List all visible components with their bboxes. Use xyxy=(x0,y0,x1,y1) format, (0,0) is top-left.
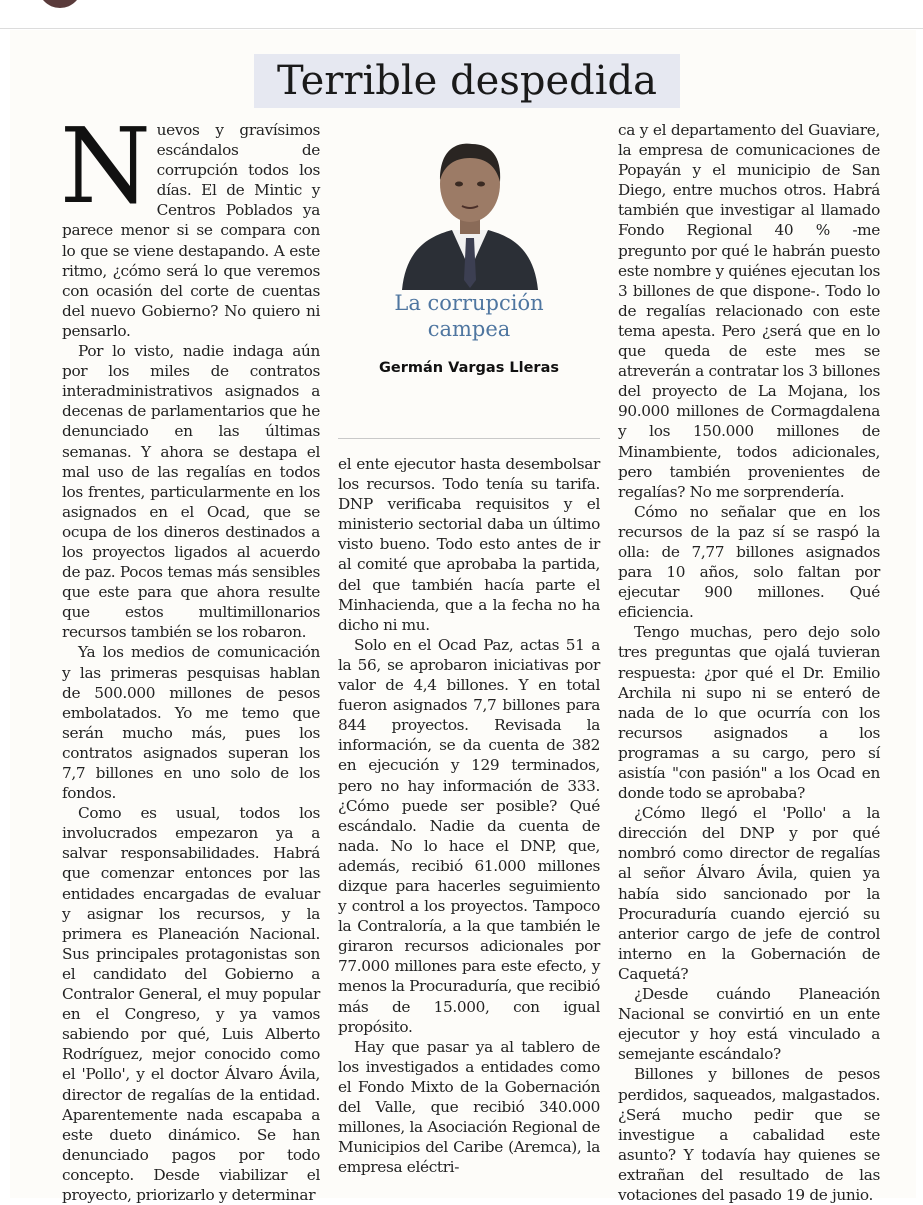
drop-cap: N xyxy=(60,105,151,227)
paragraph: ¿Desde cuándo Planeación Nacional se convirtió en un ente ejecutor y hoy está vinculado a semejante escándalo? xyxy=(618,985,880,1064)
paragraph: Solo en el Ocad Paz, actas 51 a la 56, se aprobaron iniciativas por valor de 4,4 billones. Y en total fueron asignados 7,7 billones para 844 proyectos. Revisada la información, se da cuenta de 382 en ejecución y 129 terminados, pero no hay información de 333. ¿Cómo puede ser posible? Qué escándalo. Nadie da cuenta de nada. No lo hace el DNP, que, además, recibió 61.000 millones dizque para hacerles seguimiento y control a los proyectos. Tampoco la Contraloría, a la que también le giraron recursos adicionales por 77.000 millones para este efecto, y menos la Procuraduría, que recibió más de 15.000, con igual propósito. xyxy=(338,635,600,1036)
article-title: Terrible despedida xyxy=(254,54,680,108)
column-headline: La corrupción campea xyxy=(394,291,544,341)
divider xyxy=(338,438,600,439)
paragraph: ca y el departamento del Guaviare, la empresa de comunicaciones de Popayán y el municipio de San Diego, entre muchos otros. Habrá también que investigar al llamado Fondo Regional 40 % -me pregunto por qué le habrán puesto este nombre y quiénes ejecutan los 3 billones de que dispone-. Todo lo de regalías relacionado con este tema apesta. Pero ¿será que en lo que queda de este mes se atreverán a contratar los 3 billones del proyecto de La Mojana, los 90.000 millones de Cormagdalena y los 150.000 millones de Minambiente, todos adicionales, pero también provenientes de regalías? No me sorprendería. xyxy=(618,121,880,501)
paragraph: ¿Cómo llegó el 'Pollo' a la dirección del DNP y por qué nombró como director de regalías al señor Álvaro Ávila, quien ya había sido sancionado por la Procuraduría cuando ejerció su anterior cargo de jefe de control interno en la Gobernación de Caquetá? xyxy=(618,804,880,983)
article-column-1 xyxy=(60,105,320,1205)
paragraph: Billones y billones de pesos perdidos, saqueados, malgastados. ¿Será mucho pedir que se investigue a cabalidad este asunto? Y todavía hay quienes se extrañan del resultado de las votaciones del pasado 19 de junio. xyxy=(618,1065,880,1204)
author-name: Germán Vargas Lleras xyxy=(379,360,559,376)
top-bar xyxy=(0,0,923,29)
paragraph: Como es usual, todos los involucrados empezaron ya a salvar responsabilidades. Habrá que comenzar entonces por las entidades encargadas de evaluar y asignar los recursos, y la primera es Planeación Nacional. Sus principales protagonistas son el candidato del Gobierno a Contralor General, el muy popular en el Congreso, y ya vamos sabiendo por qué, Luis Alberto Rodríguez, mejor conocido como el 'Pollo', y el doctor Álvaro Ávila, director de regalías de la entidad. Aparentemente nada escapaba a este dueto dinámico. Se han denunciado pagos por todo concepto. Desde viabilizar el proyecto, priorizarlo y determinar xyxy=(62,804,320,1204)
article-column-3 xyxy=(618,120,880,1205)
paragraph: Tengo muchas, pero dejo solo tres preguntas que ojalá tuvieran respuesta: ¿por qué el Dr. Emilio Archila ni supo ni se enteró de nada de lo que ocurría con los recursos asignados a los programas a su cargo, pero sí asistía "con pasión" a los Ocad en donde todo se aprobaba? xyxy=(618,623,880,803)
paragraph: Hay que pasar ya al tablero de los investigados a entidades como el Fondo Mixto de la Gobernación del Valle, que recibió 340.000 millones, la Asociación Regional de Municipios del Caribe (Aremca), la empresa eléctri- xyxy=(338,1037,600,1177)
paragraph: Por lo visto, nadie indaga aún por los miles de contratos interadministrativos asignados a decenas de parlamentarios que he denunciado en las últimas semanas. Y ahora se destapa el mal uso de las regalías en todos los frentes, particularmente en los asignados en el Ocad, que se ocupa de los dineros destinados a los proyectos ligados al acuerdo de paz. Pocos temas más sensibles que este para que ahora resulte que estos multimillonarios recursos también se los robaron. xyxy=(62,342,320,642)
paragraph xyxy=(60,105,320,341)
paragraph: Ya los medios de comunicación y las primeras pesquisas hablan de 500.000 millones de pesos embolatados. Yo me temo que serán mucho más, pues los contratos asignados superan los 7,7 billones en uno solo de los fondos. xyxy=(62,643,320,803)
paragraph: Cómo no señalar que en los recursos de la paz sí se raspó la olla: de 7,77 billones asignados para 10 años, solo faltan por ejecutar 900 millones. Qué eficiencia. xyxy=(618,502,880,622)
author-portrait xyxy=(400,120,540,290)
article-column-2 xyxy=(338,454,600,1177)
paragraph: el ente ejecutor hasta desembolsar los recursos. Todo tenía su tarifa. DNP verificaba requisitos y el ministerio sectorial daba un último visto bueno. Todo esto antes de ir al comité que aprobaba la partida, del que también hacía parte el Minhacienda, que a la fecha no ha dicho ni mu. xyxy=(338,455,600,634)
paragraph-text: uevos y gravísimos escándalos de corrupción todos los días. El de Mintic y Centros Poblados ya parece menor si se compara con lo que se viene destapando. A este ritmo, ¿cómo será lo que veremos con ocasión del corte de cuentas del nuevo Gobierno? No quiero ni pensarlo. xyxy=(62,121,320,340)
avatar[interactable] xyxy=(38,0,82,8)
